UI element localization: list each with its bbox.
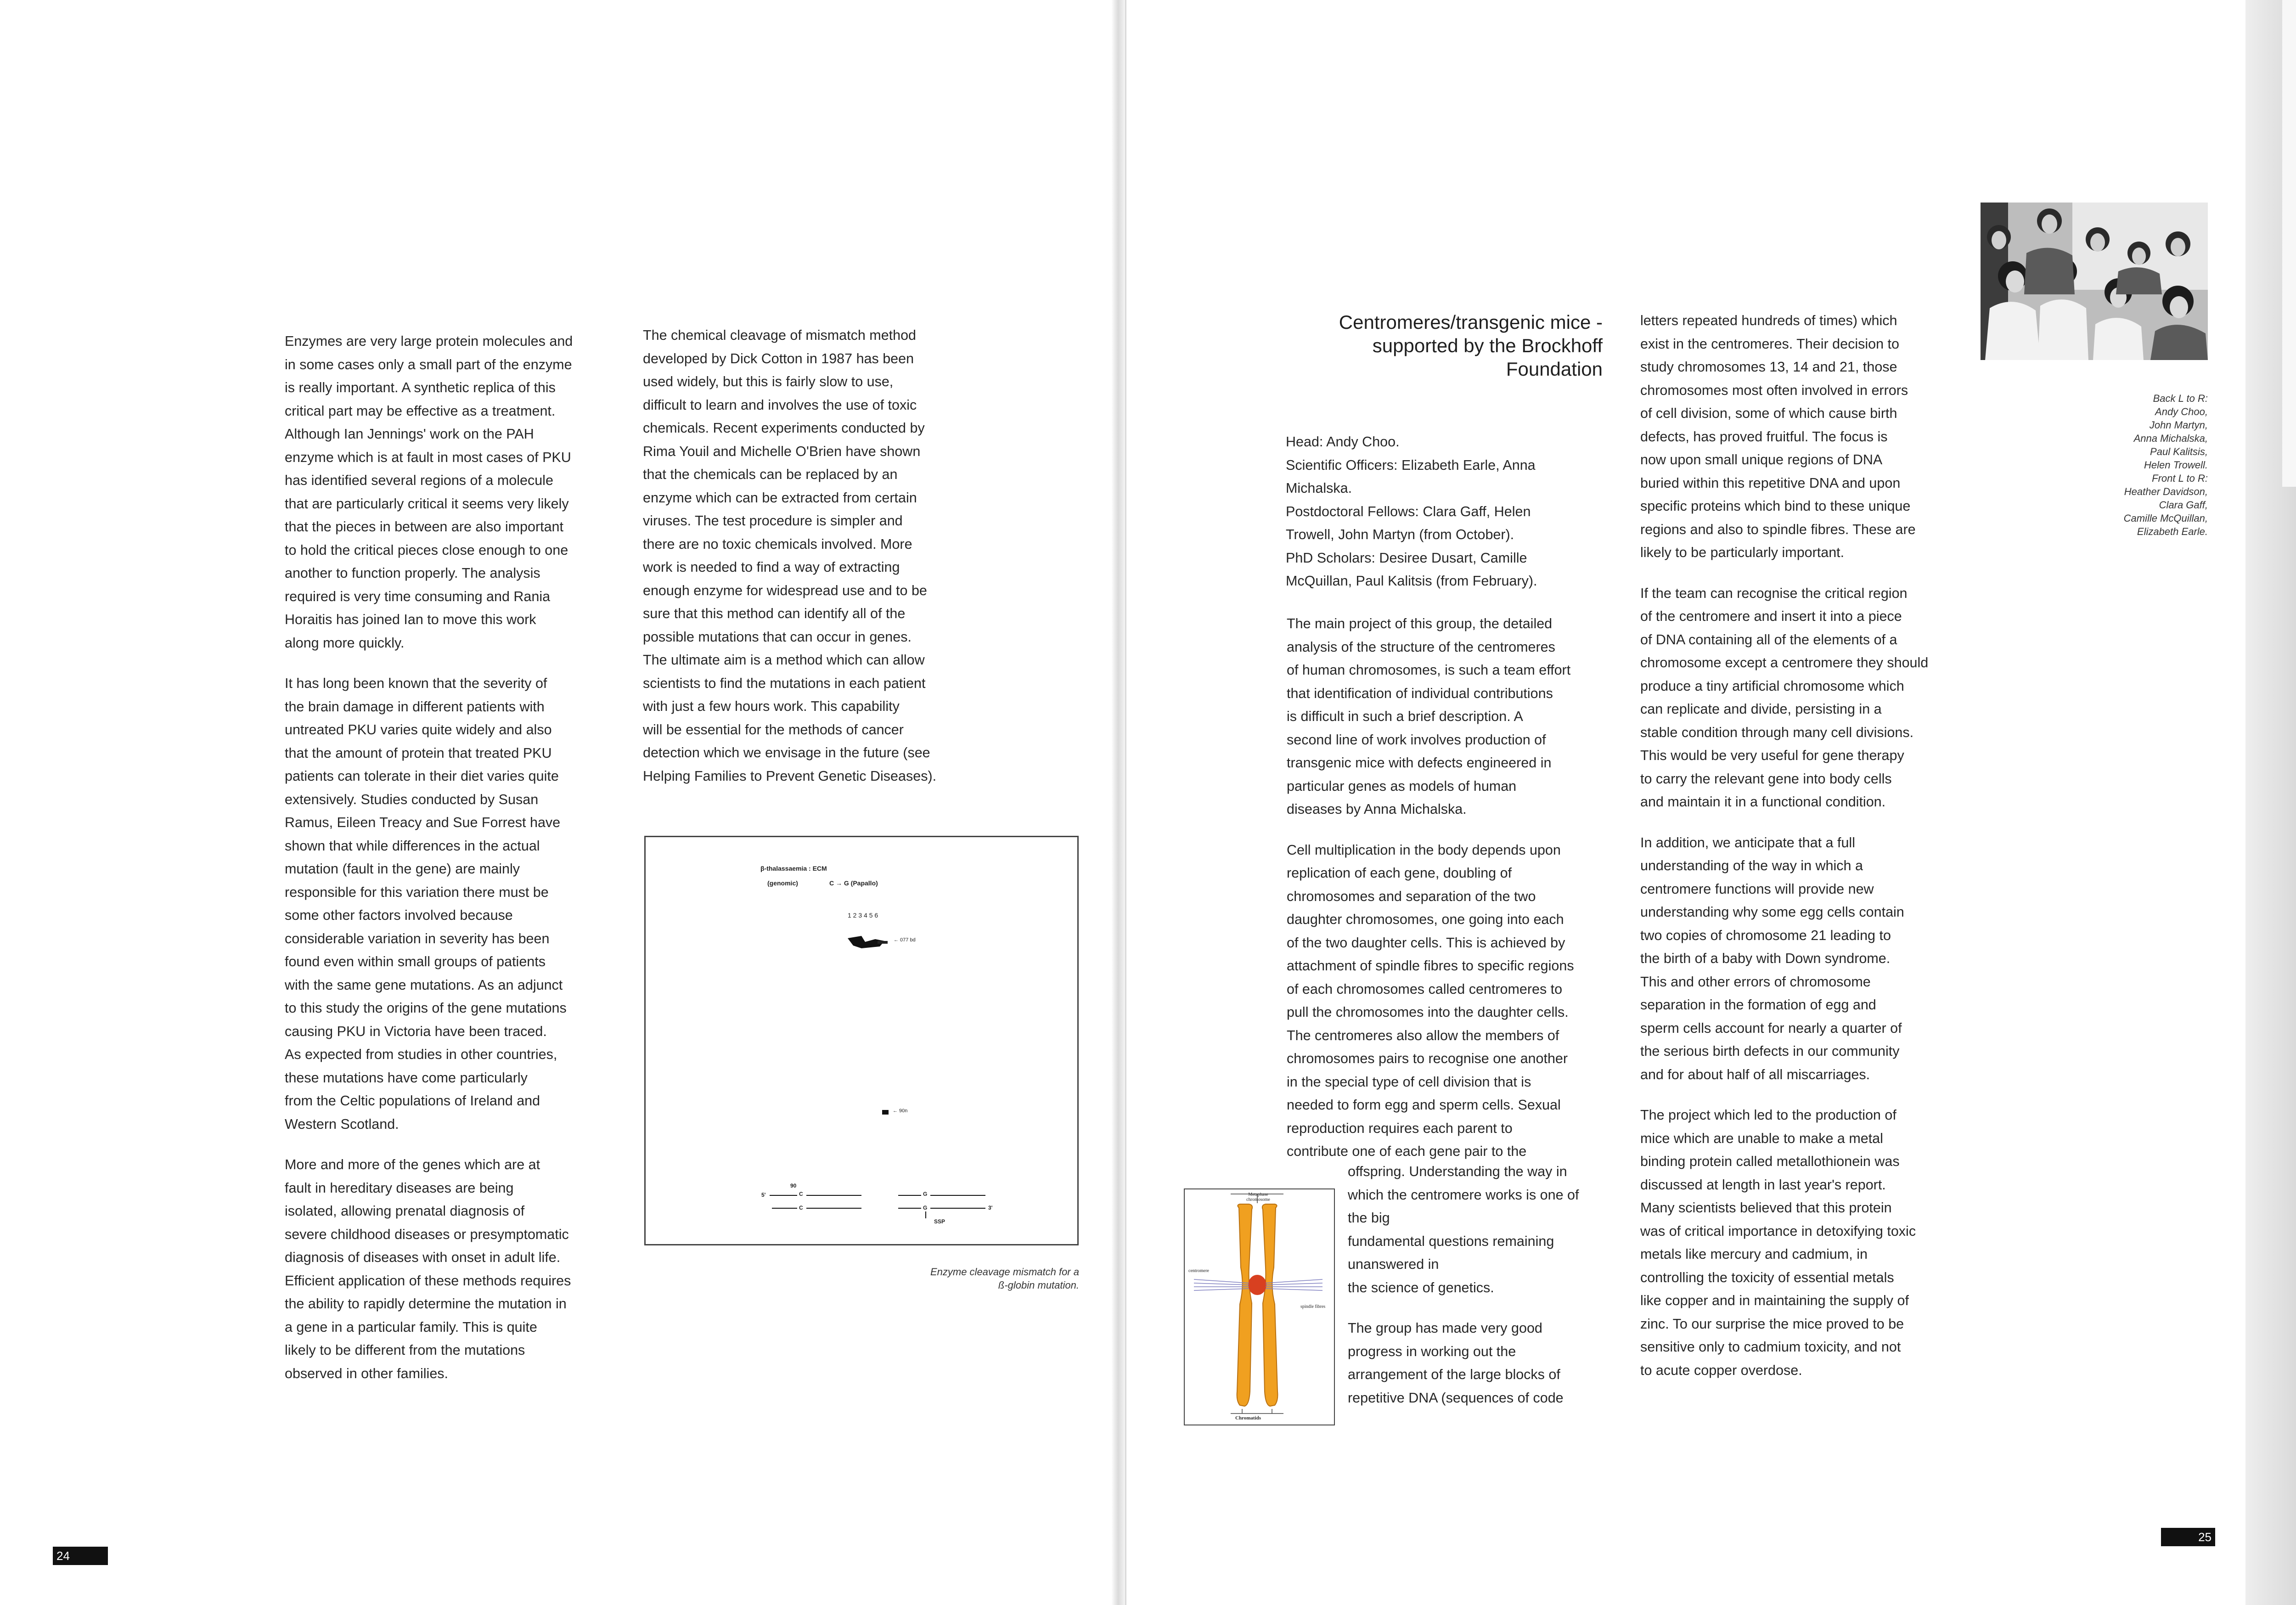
staff-list: Head: Andy Choo. Scientific Officers: Elizabeth Earle, Anna Michalska. Postdoctoral Fellows: Clara Gaff, Helen Trowell, John Martyn (from October). PhD Scholars: Desiree Dusart, Camille McQuillan, Paul Kalitsis (from February). <box>1286 434 1537 589</box>
seq-label-g: G <box>923 1191 928 1197</box>
seq-label-c: C <box>799 1205 803 1211</box>
chromosome-label-spindle: spindle fibres <box>1300 1304 1326 1309</box>
band-upper-label: ← 077 bd <box>894 937 916 943</box>
group-photo <box>1981 203 2208 360</box>
figure-caption: Enzyme cleavage mismatch for a ß-globin mutation. <box>930 1266 1079 1291</box>
figure-genomic-label: (genomic) <box>767 879 798 887</box>
group-photo-image <box>1981 203 2208 360</box>
seq-label-g: G <box>923 1205 928 1211</box>
paragraph: Cell multiplication in the body depends upon replication of each gene, doubling of chromosomes and separation of the two daughter chromosomes, one going into each of the two daughter cells. This is achieved by attachment of spindle fibres to specific regions of each chromosomes called centromeres to pull the chromosomes into the daughter cells. The centromeres also allow the members of chromosomes pairs to recognise one another in the special type of cell division that is needed to form egg and sperm cells. Sexual reproduction requires each parent to contribute one of each gene pair to the <box>1287 842 1574 1159</box>
seq-label-ssp: SSP <box>934 1218 945 1225</box>
paragraph: The chemical cleavage of mismatch method developed by Dick Cotton in 1987 has been used widely, but this is fairly slow to use, difficult to learn and involves the use of toxic chemicals. Recent experiments conducted by Rima Youil and Michelle O'Brien have shown that the chemicals can be replaced by an enzyme which can be extracted from certain viruses. The test procedure is simpler and there are no toxic chemicals involved. More work is needed to find a way of extracting enough enzyme for widespread use and to be sure that this method can identify all of the possible mutations that can occur in genes. The ultimate aim is a method which can allow scientists to find the mutations in each patient with just a few hours work. This capability will be essential for the methods of cancer detection which we envisage in the future (see Helping Families to Prevent Genetic Diseases). <box>643 327 937 784</box>
paragraph: offspring. Understanding the way in which the centromere works is one of the big fundamental questions remaining unanswered in the science of genetics. <box>1348 1164 1579 1295</box>
chromosome-illustration <box>1184 1188 1335 1425</box>
chromosome-label-centromere: centromere <box>1188 1268 1209 1273</box>
paragraph: letters repeated hundreds of times) which exist in the centromeres. Their decision to study chromosomes 13, 14 and 21, those chromosomes most often involved in errors of cell division, some of which cause birth defects, has proved fruitful. The focus is now upon small unique regions of DNA buried within this repetitive DNA and upon specific proteins which bind to these unique regions and also to spindle fibres. These are likely to be particularly important. <box>1640 313 1916 560</box>
figure-title: β-thalassaemia : ECM <box>760 865 827 872</box>
right-column-1-wrap <box>1348 1160 1614 1427</box>
right-column-2 <box>1640 309 1971 1399</box>
paragraph: The main project of this group, the detailed analysis of the structure of the centromeres of human chromosomes, is such a team effort that identification of individual contributions is difficult in such a brief description. A second line of work involves production of transgenic mice with defects engineered in particular genes as models of human diseases by Anna Michalska. <box>1287 616 1571 817</box>
left-column-2 <box>643 324 974 805</box>
paragraph: The project which led to the production of mice which are unable to make a metal binding protein called metallothionein was discussed at length in last year's report. Many scientists believed that this protein was of critical importance in detoxifying toxic metals like mercury and cadmium, in controlling the toxicity of essential metals like copper and in maintaining the supply of zinc. To our surprise the mice proved to be sensitive only to cadmium toxicity, and not to acute copper overdose. <box>1640 1107 1916 1378</box>
left-column-1 <box>285 330 615 1402</box>
centromere-region <box>1248 1275 1266 1295</box>
chromatid-left <box>1237 1204 1253 1406</box>
figure-lane-numbers: 1 2 3 4 5 6 <box>848 912 878 919</box>
paragraph: Enzymes are very large protein molecules and in some cases only a small part of the enzyme is really important. A synthetic replica of this critical part may be effective as a treatment. Although Ian Jennings' work on the PAH enzyme which is at fault in most cases of PKU has identified several regions of a molecule that are particularly critical it seems very likely that the pieces in between are also important to hold the critical pieces close enough to one another to function properly. The analysis required is very time consuming and Rania Horaitis has joined Ian to move this work along more quickly. <box>285 333 573 651</box>
page-number: 25 <box>2161 1528 2215 1546</box>
paragraph: It has long been known that the severity of the brain damage in different patients with untreated PKU varies quite widely and also that the amount of protein that treated PKU patients can tolerate in their diet varies quite extensively. Studies conducted by Susan Ramus, Eileen Treacy and Sue Forrest have shown that while differences in the actual mutation (fault in the gene) are mainly responsible for this variation there must be some other factors involved because considerable variation in severity has been found even within small groups of patients with the same gene mutations. As an adjunct to this study the origins of the gene mutations causing PKU in Victoria have been traced. As expected from studies in other countries, these mutations have come particularly from the Celtic populations of Ireland and Western Scotland. <box>285 676 567 1132</box>
book-edge <box>2245 0 2296 1605</box>
gel-bands <box>646 837 1075 1241</box>
book-gutter <box>1111 0 1125 1605</box>
seq-label-5prime: 5' <box>761 1192 766 1198</box>
figure-mutation-label: C → G (Papallo) <box>829 879 878 887</box>
paragraph: The group has made very good progress in working out the arrangement of the large blocks of repetitive DNA (sequences of code <box>1348 1320 1564 1406</box>
seq-label-90: 90 <box>790 1183 797 1189</box>
paragraph: If the team can recognise the critical region of the centromere and insert it into a piece of DNA containing all of the elements of a chromosome except a centromere they should produce a tiny artificial chromosome which can replicate and divide, persisting in a stable condition through many cell divisions. This would be very useful for gene therapy to carry the relevant gene into body cells and maintain it in a functional condition. <box>1640 585 1929 810</box>
page-number: 24 <box>53 1547 108 1565</box>
photo-caption: Back L to R: Andy Choo, John Martyn, Anna Michalska, Paul Kalitsis, Helen Trowell. Front L to R: Heather Davidson, Clara Gaff, Camille McQuillan, Elizabeth Earle. <box>2123 393 2208 537</box>
paragraph: More and more of the genes which are at fault in hereditary diseases are being isolated, allowing prenatal diagnosis of severe childhood diseases or presymptomatic diagnosis of diseases with onset in adult life. Efficient application of these methods requires the ability to rapidly determine the mutation in a gene in a particular family. This is quite likely to be different from the mutations observed in other families. <box>285 1157 571 1381</box>
page-edge-tab <box>2282 0 2296 487</box>
chromosome-label-chromatids: Chromatids <box>1235 1415 1261 1421</box>
seq-label-3prime: 3' <box>988 1205 993 1211</box>
gel-figure <box>644 836 1079 1245</box>
right-column-1 <box>1287 612 1617 1181</box>
band-lower-label: ← 90n <box>893 1108 908 1114</box>
seq-label-c: C <box>799 1191 803 1197</box>
chromatid-right <box>1262 1204 1278 1406</box>
section-heading: Centromeres/transgenic mice - supported by the Brockhoff Foundation <box>1339 311 1603 380</box>
paragraph: In addition, we anticipate that a full understanding of the way in which a centromere functions will provide new understanding why some egg cells contain two copies of chromosome 21 leading to the birth of a baby with Down syndrome. This and other errors of chromosome separation in the formation of egg and sperm cells account for nearly a quarter of the serious birth defects in our community and for about half of all miscarriages. <box>1640 834 1904 1082</box>
chromosome-label-top: Metaphase chromosome <box>1246 1192 1270 1202</box>
